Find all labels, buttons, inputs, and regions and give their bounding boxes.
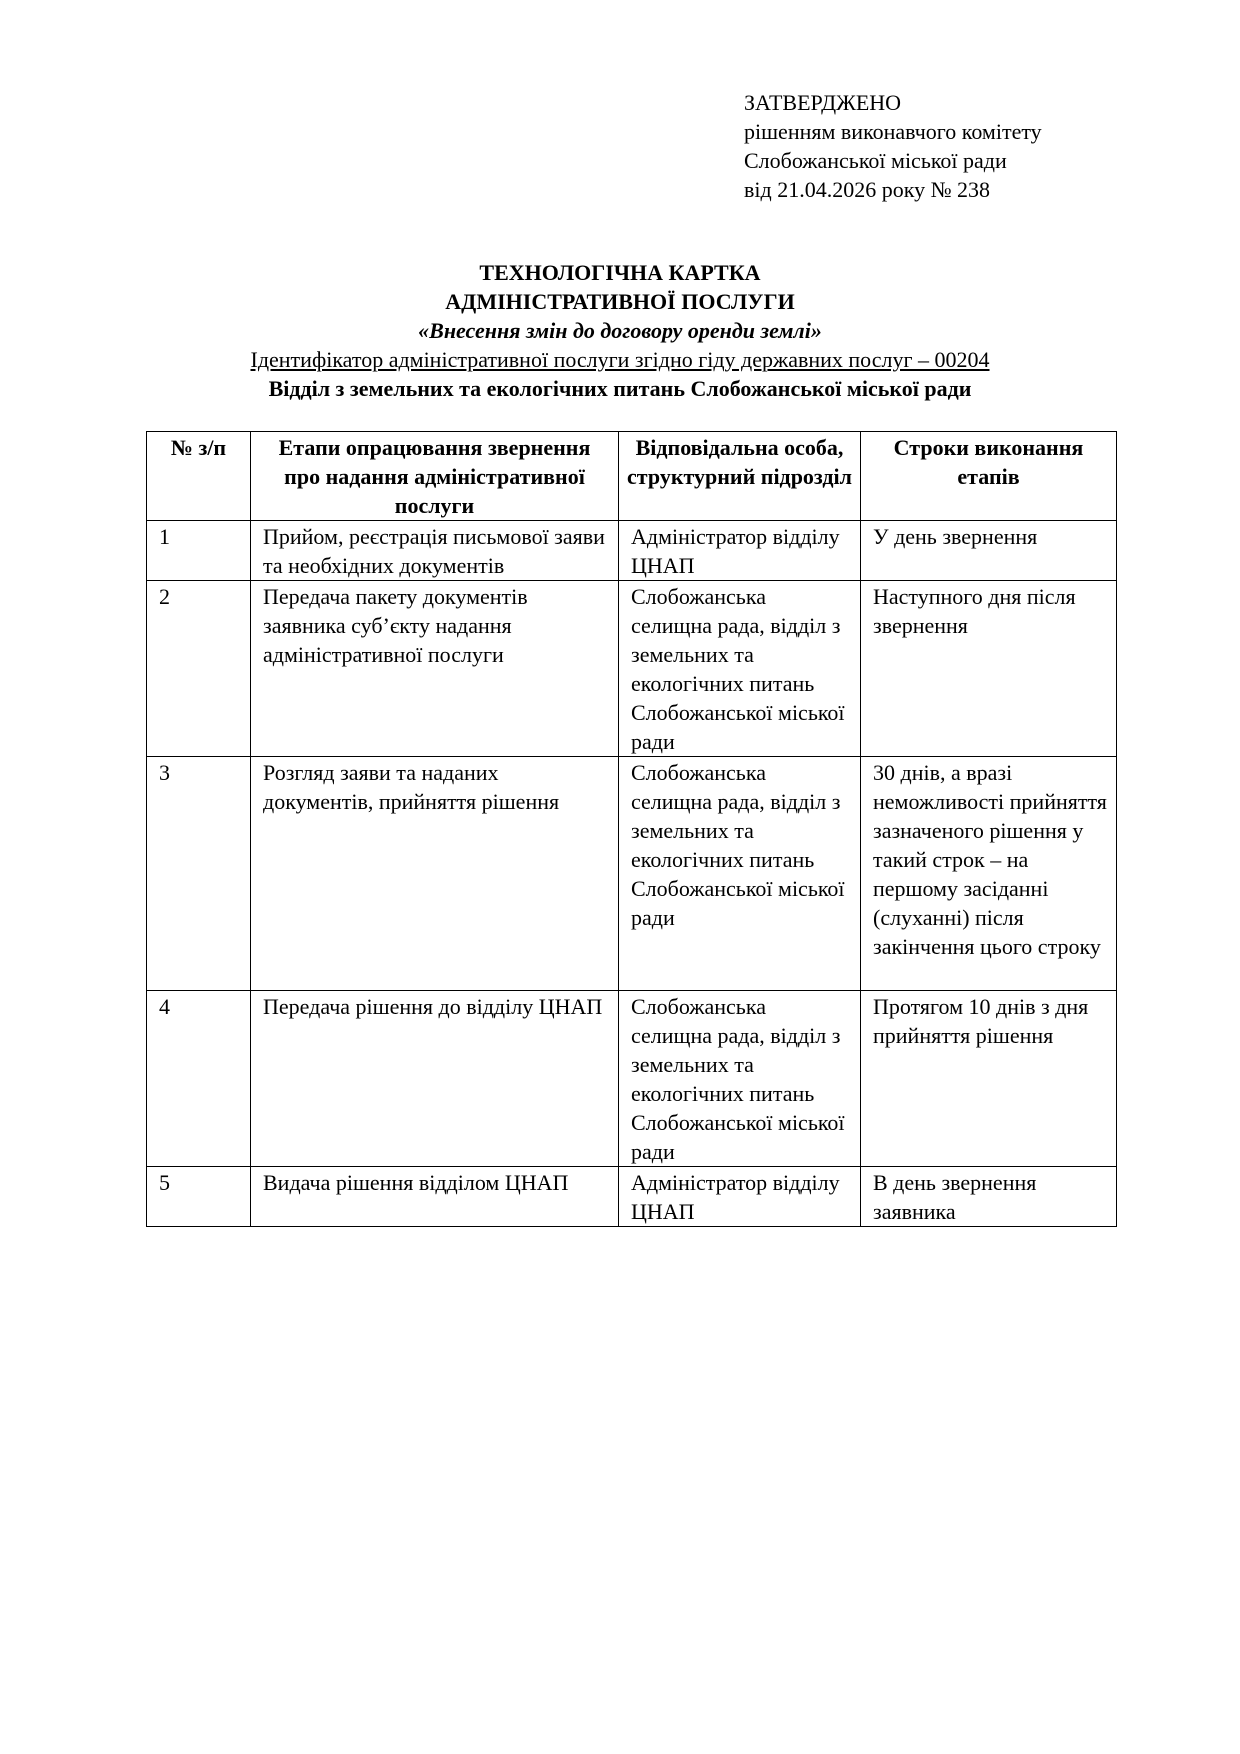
row-stage: Передача рішення до відділу ЦНАП [251, 991, 619, 1167]
service-identifier: Ідентифікатор адміністративної послуги згідно гіду державних послуг – 00204 [250, 347, 990, 372]
header-term: Строки виконання етапів [861, 432, 1117, 521]
approval-decision: рішенням виконавчого комітету [744, 119, 1042, 144]
row-term: Наступного дня після звернення [861, 581, 1117, 757]
row-responsible: Адміністратор відділу ЦНАП [619, 1167, 861, 1227]
row-term: 30 днів, а вразі неможливості прийняття зазначеного рішення у такий строк – на першому засіданні (слуханні) після закінчення цього строку [861, 757, 1117, 991]
row-number: 5 [147, 1167, 251, 1227]
row-stage: Видача рішення відділом ЦНАП [251, 1167, 619, 1227]
approval-title: ЗАТВЕРДЖЕНО [744, 90, 902, 115]
table-row [147, 581, 1117, 757]
document-heading [100, 258, 1140, 403]
department-name: Відділ з земельних та екологічних питань Слобожанської міської ради [268, 376, 972, 401]
table-header-row [147, 432, 1117, 521]
table-row [147, 991, 1117, 1167]
row-responsible: Адміністратор відділу ЦНАП [619, 521, 861, 581]
row-stage: Розгляд заяви та наданих документів, прийняття рішення [251, 757, 619, 991]
row-number: 1 [147, 521, 251, 581]
row-stage: Передача пакету документів заявника суб’єкту надання адміністративної послуги [251, 581, 619, 757]
approval-council: Слобожанської міської ради [744, 148, 1007, 173]
document-subtitle: АДМІНІСТРАТИВНОЇ ПОСЛУГИ [445, 289, 795, 314]
row-term: В день звернення заявника [861, 1167, 1117, 1227]
approval-date: від 21.04.2026 року № 238 [744, 177, 991, 202]
row-stage: Прийом, реєстрація письмової заяви та необхідних документів [251, 521, 619, 581]
table-row [147, 1167, 1117, 1227]
header-number: № з/п [147, 432, 251, 521]
row-number: 3 [147, 757, 251, 991]
row-term: У день звернення [861, 521, 1117, 581]
service-name: «Внесення змін до договору оренди землі» [418, 318, 822, 343]
stages-table [146, 431, 1117, 1227]
row-number: 2 [147, 581, 251, 757]
table-row [147, 521, 1117, 581]
row-term: Протягом 10 днів з дня прийняття рішення [861, 991, 1117, 1167]
header-stage: Етапи опрацювання звернення про надання адміністративної послуги [251, 432, 619, 521]
row-number: 4 [147, 991, 251, 1167]
row-responsible: Слобожанська селищна рада, відділ з земельних та екологічних питань Слобожанської міської ради [619, 991, 861, 1167]
row-responsible: Слобожанська селищна рада, відділ з земельних та екологічних питань Слобожанської міської ради [619, 581, 861, 757]
header-responsible: Відповідальна особа, структурний підрозділ [619, 432, 861, 521]
approval-block [744, 88, 1184, 204]
table-row [147, 757, 1117, 991]
document-title: ТЕХНОЛОГІЧНА КАРТКА [479, 260, 761, 285]
row-responsible: Слобожанська селищна рада, відділ з земельних та екологічних питань Слобожанської міської ради [619, 757, 861, 991]
